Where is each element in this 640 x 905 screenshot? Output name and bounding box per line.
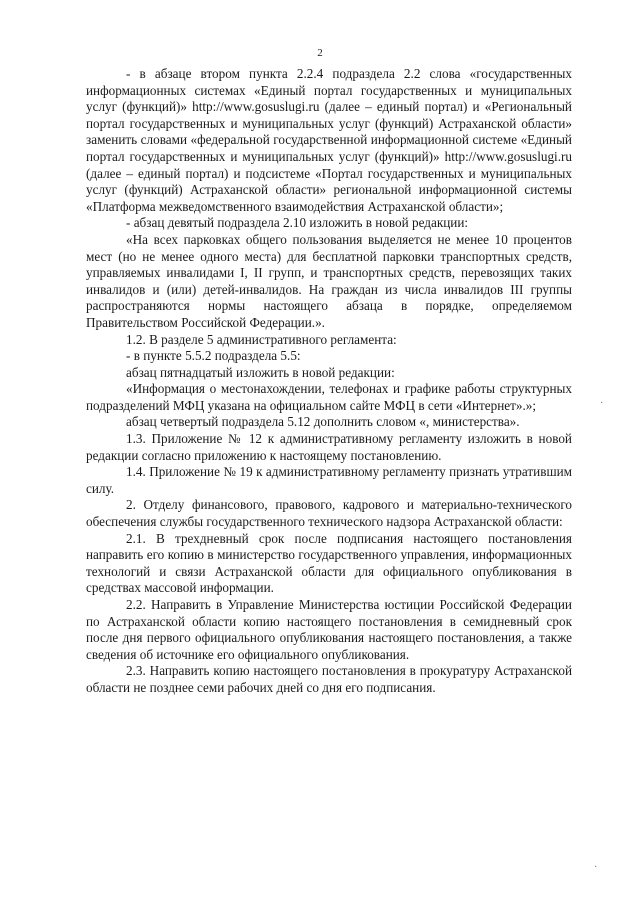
paragraph-2-2: 2.2. Направить в Управление Министерства юстиции Российской Федерации по Астраханской области копию настоящего постановления в семидневный срок после дня первого официального опубликования настоящего постановления, а также сведения об источнике его официального опубликования. [86, 597, 572, 662]
paragraph-2: 2. Отделу финансового, правового, кадрового и материально-технического обеспечения службы государственного технического надзора Астраханской области: [86, 497, 572, 530]
document-body [86, 66, 572, 697]
page-number: 2 [317, 47, 323, 59]
paragraph-5-5-2: - в пункте 5.5.2 подраздела 5.5: [126, 348, 301, 364]
paragraph-fifteenth-abzac: абзац пятнадцатый изложить в новой редакции: [126, 364, 395, 380]
scan-speck: · [594, 862, 598, 873]
paragraph-parking-quote: «На всех парковках общего пользования выделяется не менее 10 процентов мест (но не менее одного места) для бесплатной парковки транспортных средств, управляемых инвалидами I, II групп, и транспортных средств, перевозящих таких инвалидов и (или) детей-инвалидов. На граждан из числа инвалидов III группы распространяются нормы настоящего абзаца в порядке, определяемом Правительством Российской Федерации.». [86, 231, 572, 330]
paragraph-2-1: 2.1. В трехдневный срок после подписания настоящего постановления направить его копию в министерство государственного управления, информационных технологий и связи Астраханской области для официального опубликования в средствах массовой информации. [86, 530, 572, 596]
scan-speck: · [600, 398, 604, 409]
paragraph-mfc-quote: «Информация о местонахождении, телефонах и графике работы структурных подразделений МФЦ указана на официальном сайте МФЦ в сети «Интернет».»; [86, 381, 572, 413]
paragraph-2-3: 2.3. Направить копию настоящего постановления в прокуратуру Астраханской области не позднее семи рабочих дней со дня его подписания. [86, 663, 572, 695]
paragraph-1-1-portal-wording: - в абзаце втором пункта 2.2.4 подраздела 2.2 слова «государственных информационных системах «Единый портал государственных и муниципальных услуг (функций)» http://www.gosuslugi.ru (далее – единый портал) и «Региональный портал государственных и муниципальных услуг (функций) Астраханской области» заменить словами «федеральной государственной информационной системе «Единый портал государственных и муниципальных услуг (функций)» http://www.gosuslugi.ru (далее – единый портал) и подсистеме «Портал государственных и муниципальных услуг (функций) Астраханской области» региональной информационной системы «Платформа межведомственного взаимодействия Астраханской области»; [86, 66, 572, 214]
paragraph-2-10-intro: - абзац девятый подраздела 2.10 изложить в новой редакции: [126, 215, 469, 231]
paragraph-1-4: 1.4. Приложение № 19 к административному регламенту признать утратившим силу. [86, 464, 572, 496]
paragraph-1-3: 1.3. Приложение № 12 к административному регламенту изложить в новой редакции согласно приложению к настоящему постановлению. [86, 431, 572, 463]
paragraph-5-12: абзац четвертый подраздела 5.12 дополнить словом «, министерства». [126, 414, 520, 430]
paragraph-1-2: 1.2. В разделе 5 административного регламента: [126, 331, 397, 347]
